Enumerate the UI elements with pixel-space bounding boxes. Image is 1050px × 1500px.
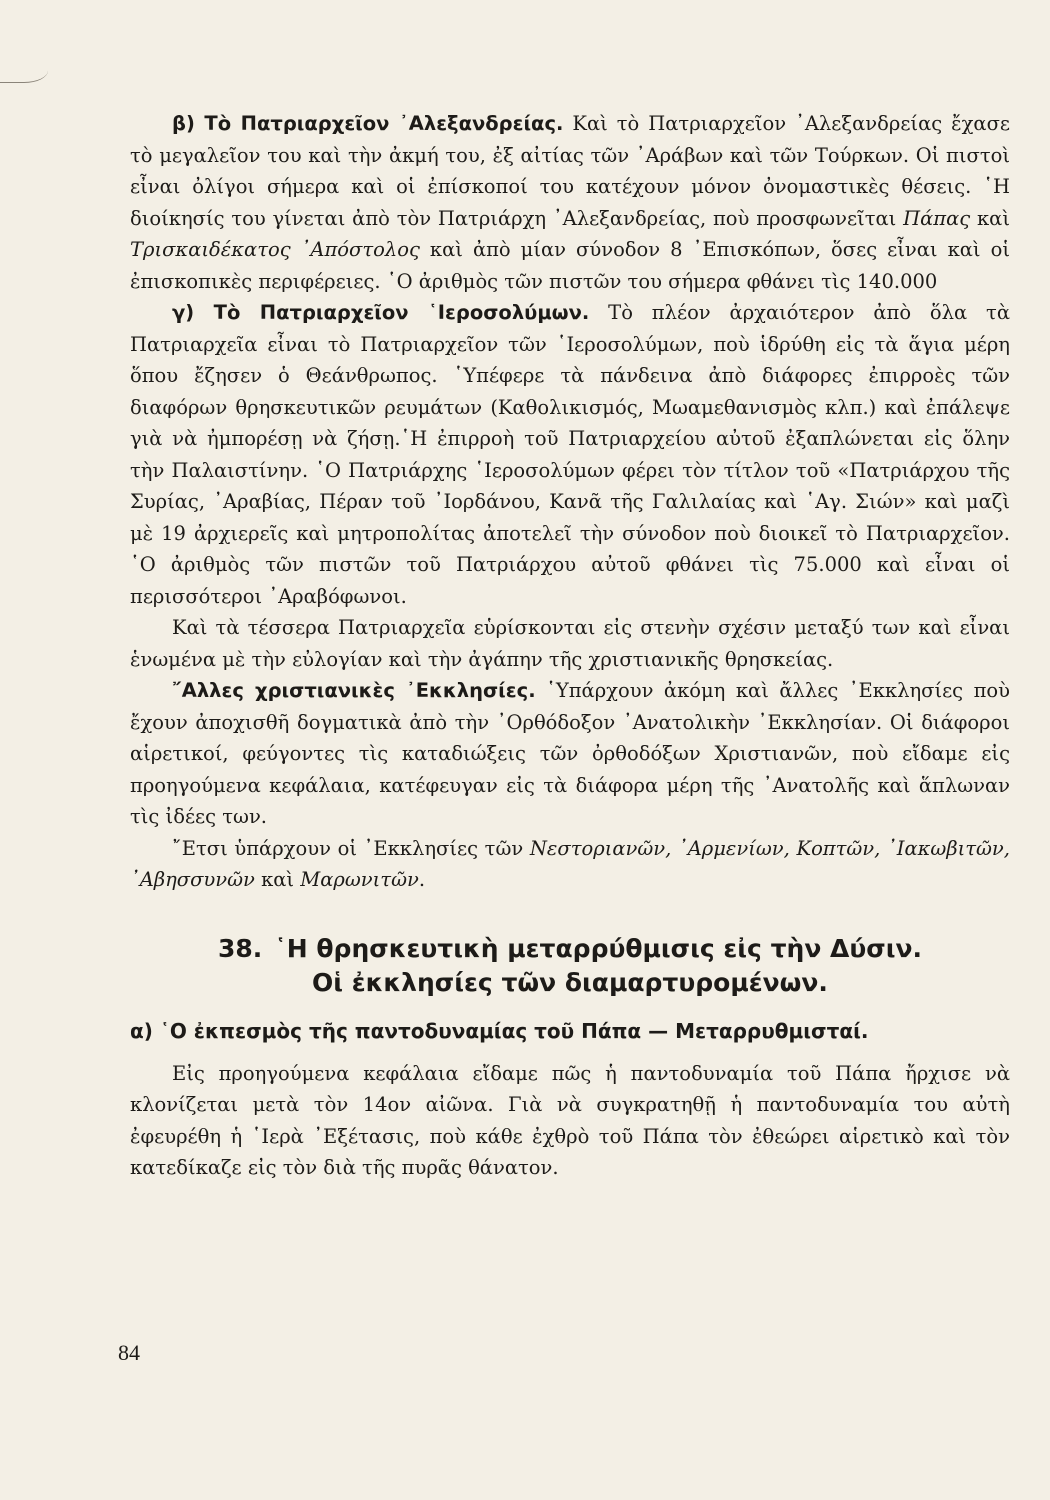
paragraph-papal-power: Εἰς προηγούμενα κεφάλαια εἴδαμε πῶς ἡ παντοδυναμία τοῦ Πάπα ἤρχισε νὰ κλονίζεται μετὰ τὸν 14ον αἰῶνα. Γιὰ νὰ συγκρατηθῇ ἡ παντοδυναμία του αὐτὴ ἐφευρέθη ἡ ῾Ιερὰ ᾿Εξέτασις, ποὺ κάθε ἐχθρὸ τοῦ Πάπα τὸν ἐθεώρει αἱρετικὸ καὶ τὸν κατεδίκαζε εἰς τὸν διὰ τῆς πυρᾶς θάνατον. [130, 1061, 1010, 1179]
section-title [130, 932, 1010, 1000]
heading-alexandria: β) Τὸ Πατριαρχεῖον ᾿Αλεξανδρείας. [172, 112, 564, 135]
paragraph-other-churches: ῎Αλλες χριστιανικὲς ᾿Εκκλησίες. ῾Υπάρχουν ἀκόμη καὶ ἄλλες ᾿Εκκλησίες ποὺ ἔχουν ἀποχισθῆ δογματικὰ ἀπὸ τὴν ᾿Ορθόδοξον ᾿Ανατολικὴν ᾿Εκκλησίαν. Οἱ διάφοροι αἱρετικοί, φεύγοντες τὶς καταδιώξεις τῶν ὀρθοδόξων Χριστιανῶν, ποὺ εἴδαμε εἰς προηγούμενα κεφάλαια, κατέφευγαν εἰς τὰ διάφορα μέρη τῆς ᾿Ανατολῆς καὶ ἅπλωναν τὶς ἰδέες των. [130, 679, 1011, 828]
section-title-line2: Οἱ ἐκκλησίες τῶν διαμαρτυρομένων. [312, 967, 828, 997]
subsection-heading: α) ῾Ο ἐκπεσμὸς τῆς παντοδυναμίας τοῦ Πάπα — Μεταρρυθμισταί. [130, 1018, 869, 1043]
paragraph-churches-list: ῎Ετσι ὑπάρχουν οἱ ᾿Εκκλησίες τῶν Νεστοριανῶν, ᾿Αρμενίων, Κοπτῶν, ᾿Ιακωβιτῶν, ᾿Αβησσυνῶν καὶ Μαρωνιτῶν. [130, 836, 1010, 891]
section-title-line1: 38. ῾Η θρησκευτικὴ μεταρρύθμισις εἰς τὴν Δύσιν. [217, 933, 923, 963]
paragraph-four-patriarchates: Καὶ τὰ τέσσερα Πατριαρχεῖα εὑρίσκονται εἰς στενὴν σχέσιν μεταξύ των καὶ εἶναι ἑνωμένα μὲ τὴν εὐλογίαν καὶ τὴν ἀγάπην τῆς χριστιανικῆς θρησκείας. [130, 616, 1010, 671]
heading-other-churches: ῎Αλλες χριστιανικὲς ᾿Εκκλησίες. [172, 679, 536, 702]
heading-jerusalem: γ) Τὸ Πατριαρχεῖον ῾Ιεροσολύμων. [172, 301, 590, 324]
section-number: 38. [217, 933, 263, 963]
page-number: 84 [118, 1340, 140, 1365]
page-corner-mark [0, 58, 48, 83]
paragraph-jerusalem: γ) Τὸ Πατριαρχεῖον ῾Ιεροσολύμων. Τὸ πλέον ἀρχαιότερον ἀπὸ ὅλα τὰ Πατριαρχεῖα εἶναι τὸ Πατριαρχεῖον τῶν ῾Ιεροσολύμων, ποὺ ἱδρύθη εἰς τὰ ἅγια μέρη ὅπου ἔζησεν ὁ Θεάνθρωπος. ῾Υπέφερε τὰ πάνδεινα ἀπὸ διάφορες ἐπιρροὲς τῶν διαφόρων θρησκευτικῶν ρευμάτων (Καθολικισμός, Μωαμεθανισμὸς κλπ.) καὶ ἐπάλεψε γιὰ νὰ ἠμπορέσῃ νὰ ζήσῃ.῾Η ἐπιρροὴ τοῦ Πατριαρχείου αὐτοῦ ἐξαπλώνεται εἰς ὅλην τὴν Παλαιστίνην. ῾Ο Πατριάρχης ῾Ιεροσολύμων φέρει τὸν τίτλον τοῦ «Πατριάρχου τῆς Συρίας, ᾿Αραβίας, Πέραν τοῦ ᾿Ιορδάνου, Κανᾶ τῆς Γαλιλαίας καὶ ῾Αγ. Σιών» καὶ μαζὶ μὲ 19 ἀρχιερεῖς καὶ μητροπολίτας ἀποτελεῖ τὴν σύνοδον ποὺ διοικεῖ τὸ Πατριαρχεῖον. ῾Ο ἀριθμὸς τῶν πιστῶν τοῦ Πατριάρχου αὐτοῦ φθάνει τὶς 75.000 καὶ εἶναι οἱ περισσότεροι ᾿Αραβόφωνοι. [130, 301, 1010, 608]
paragraph-alexandria: β) Τὸ Πατριαρχεῖον ᾿Αλεξανδρείας. Καὶ τὸ Πατριαρχεῖον ᾿Αλεξανδρείας ἔχασε τὸ μεγαλεῖον του καὶ τὴν ἀκμή του, ἐξ αἰτίας τῶν ᾿Αράβων καὶ τῶν Τούρκων. Οἱ πιστοὶ εἶναι ὀλίγοι σήμερα καὶ οἱ ἐπίσκοποί του κατέχουν μόνον ὀνομαστικὲς θέσεις. ῾Η διοίκησίς του γίνεται ἀπὸ τὸν Πατριάρχη ᾿Αλεξανδρείας, ποὺ προσφωνεῖται Πάπας καὶ Τρισκαιδέκατος ᾿Απόστολος καὶ ἀπὸ μίαν σύνοδον 8 ᾿Επισκόπων, ὅσες εἶναι καὶ οἱ ἐπισκοπικὲς περιφέρειες. ῾Ο ἀριθμὸς τῶν πιστῶν του σήμερα φθάνει τὶς 140.000 [130, 112, 1010, 293]
